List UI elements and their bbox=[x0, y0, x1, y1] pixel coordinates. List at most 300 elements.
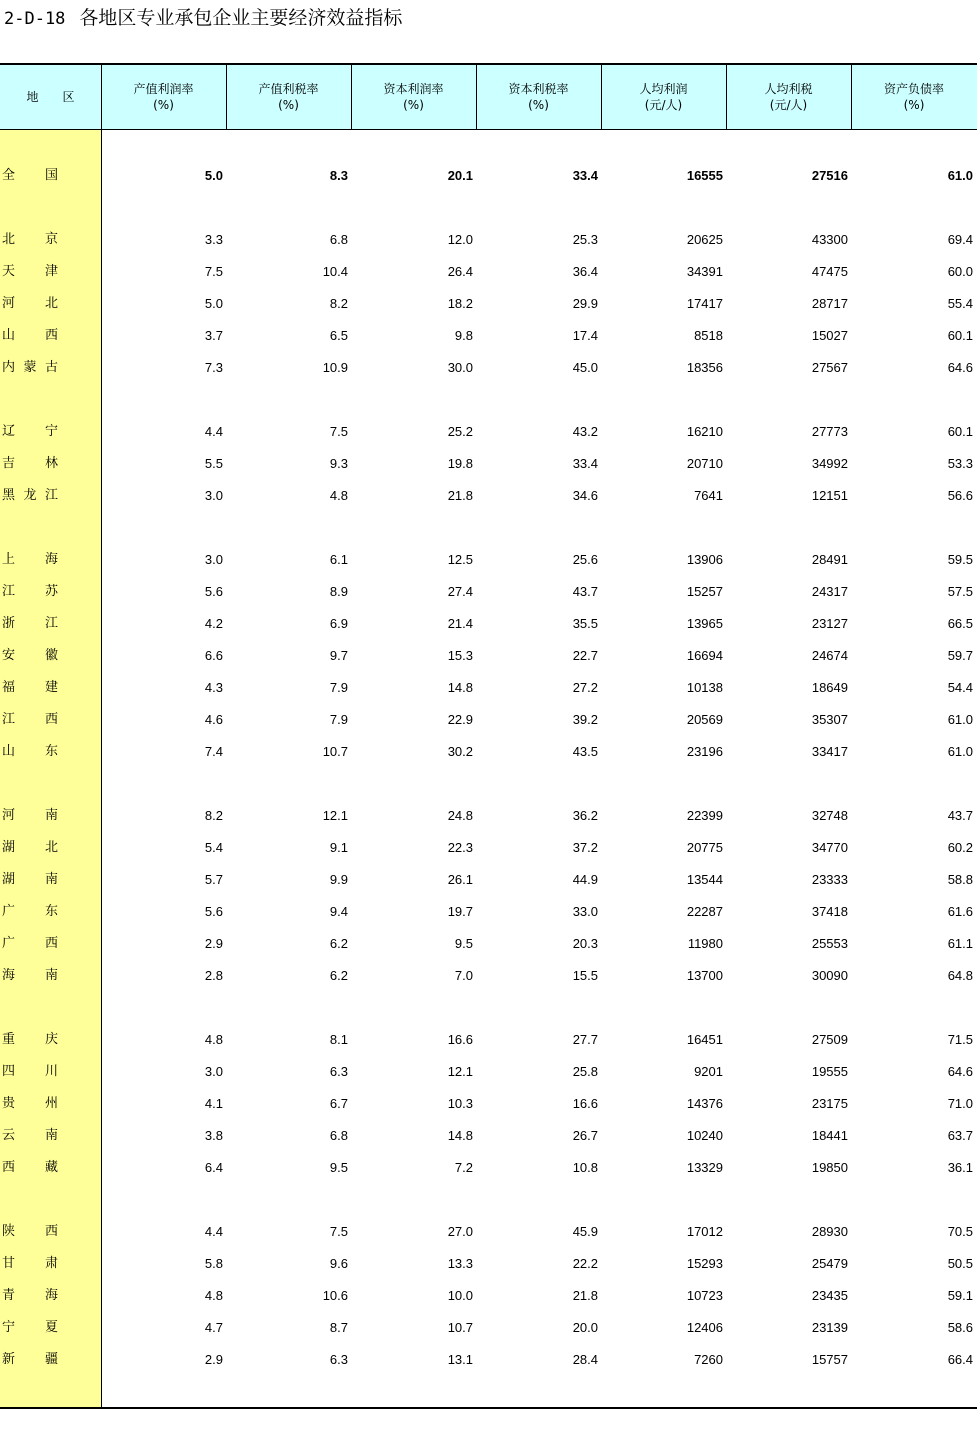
table-header bbox=[0, 65, 977, 130]
cell-tax-profit-per-capita: 33417 bbox=[811, 744, 848, 759]
cell-profit-rate-output: 5.0 bbox=[204, 168, 223, 183]
cell-debt-asset-ratio: 63.7 bbox=[947, 1128, 973, 1143]
header-profit-per-capita bbox=[601, 65, 726, 129]
cell-profit-rate-output: 5.6 bbox=[204, 584, 223, 599]
header-tax-profit-rate-capital bbox=[476, 65, 601, 129]
cell-profit-rate-output: 7.5 bbox=[204, 264, 223, 279]
cell-debt-asset-ratio: 50.5 bbox=[947, 1256, 973, 1271]
region-name bbox=[2, 230, 58, 250]
region-name bbox=[2, 1094, 58, 1114]
cell-tax-profit-per-capita: 28930 bbox=[811, 1224, 848, 1239]
region-name bbox=[2, 1126, 58, 1146]
region-char: 云 bbox=[2, 1128, 16, 1143]
region-name bbox=[2, 358, 58, 378]
cell-profit-per-capita: 13700 bbox=[686, 968, 723, 983]
region-char: 陕 bbox=[2, 1224, 16, 1239]
region-name bbox=[2, 1286, 58, 1306]
cell-tax-profit-rate-output: 10.7 bbox=[322, 744, 348, 759]
header-label: 资本利润率 bbox=[383, 82, 444, 96]
region-name bbox=[2, 262, 58, 282]
region-char: 新 bbox=[2, 1352, 16, 1367]
region-char: 南 bbox=[44, 872, 58, 887]
cell-tax-profit-rate-output: 7.9 bbox=[329, 712, 348, 727]
cell-profit-per-capita: 13965 bbox=[686, 616, 723, 631]
cell-tax-profit-per-capita: 27773 bbox=[811, 424, 848, 439]
table-row bbox=[0, 262, 977, 282]
cell-debt-asset-ratio: 64.6 bbox=[947, 1064, 973, 1079]
cell-tax-profit-rate-capital: 22.2 bbox=[572, 1256, 598, 1271]
cell-profit-rate-capital: 15.3 bbox=[447, 648, 473, 663]
cell-debt-asset-ratio: 60.1 bbox=[947, 328, 973, 343]
cell-profit-rate-capital: 25.2 bbox=[447, 424, 473, 439]
cell-tax-profit-per-capita: 47475 bbox=[811, 264, 848, 279]
cell-profit-rate-capital: 30.2 bbox=[447, 744, 473, 759]
cell-tax-profit-rate-capital: 15.5 bbox=[572, 968, 598, 983]
header-region bbox=[0, 65, 101, 129]
cell-profit-rate-capital: 18.2 bbox=[447, 296, 473, 311]
cell-tax-profit-rate-capital: 39.2 bbox=[572, 712, 598, 727]
cell-debt-asset-ratio: 64.8 bbox=[947, 968, 973, 983]
cell-debt-asset-ratio: 58.8 bbox=[947, 872, 973, 887]
cell-debt-asset-ratio: 61.1 bbox=[947, 936, 973, 951]
cell-tax-profit-rate-output: 4.8 bbox=[329, 488, 348, 503]
cell-profit-rate-capital: 9.5 bbox=[454, 936, 473, 951]
cell-debt-asset-ratio: 59.7 bbox=[947, 648, 973, 663]
cell-tax-profit-rate-output: 6.1 bbox=[329, 552, 348, 567]
cell-profit-per-capita: 22287 bbox=[686, 904, 723, 919]
cell-profit-rate-capital: 7.2 bbox=[454, 1160, 473, 1175]
cell-profit-rate-capital: 22.3 bbox=[447, 840, 473, 855]
cell-profit-per-capita: 20569 bbox=[686, 712, 723, 727]
cell-tax-profit-rate-capital: 35.5 bbox=[572, 616, 598, 631]
cell-tax-profit-rate-capital: 27.2 bbox=[572, 680, 598, 695]
table-row bbox=[0, 166, 977, 186]
cell-tax-profit-per-capita: 15757 bbox=[811, 1352, 848, 1367]
table-row bbox=[0, 742, 977, 762]
table-row bbox=[0, 1286, 977, 1306]
cell-profit-per-capita: 20625 bbox=[686, 232, 723, 247]
region-char: 州 bbox=[44, 1096, 58, 1111]
cell-tax-profit-rate-capital: 34.6 bbox=[572, 488, 598, 503]
cell-profit-rate-output: 5.0 bbox=[204, 296, 223, 311]
cell-tax-profit-rate-output: 8.3 bbox=[329, 168, 348, 183]
table-row bbox=[0, 294, 977, 314]
cell-tax-profit-rate-capital: 20.0 bbox=[572, 1320, 598, 1335]
cell-tax-profit-rate-capital: 25.8 bbox=[572, 1064, 598, 1079]
table-title-text: 各地区专业承包企业主要经济效益指标 bbox=[79, 7, 403, 29]
region-char: 江 bbox=[44, 488, 58, 503]
cell-profit-rate-output: 4.6 bbox=[204, 712, 223, 727]
region-char: 吉 bbox=[2, 456, 16, 471]
cell-profit-per-capita: 13544 bbox=[686, 872, 723, 887]
cell-profit-per-capita: 8518 bbox=[694, 328, 723, 343]
cell-profit-rate-capital: 22.9 bbox=[447, 712, 473, 727]
region-char: 西 bbox=[44, 712, 58, 727]
region-name bbox=[2, 1158, 58, 1178]
cell-tax-profit-rate-capital: 25.6 bbox=[572, 552, 598, 567]
region-char: 肃 bbox=[44, 1256, 58, 1271]
header-unit: (%) bbox=[903, 98, 925, 112]
region-name bbox=[2, 486, 58, 506]
cell-profit-per-capita: 23196 bbox=[686, 744, 723, 759]
cell-tax-profit-rate-output: 9.7 bbox=[329, 648, 348, 663]
cell-tax-profit-per-capita: 43300 bbox=[811, 232, 848, 247]
region-char: 安 bbox=[2, 648, 16, 663]
header-label: 人均利税 bbox=[764, 82, 813, 96]
table-row bbox=[0, 1030, 977, 1050]
cell-tax-profit-per-capita: 18441 bbox=[811, 1128, 848, 1143]
cell-tax-profit-rate-capital: 44.9 bbox=[572, 872, 598, 887]
cell-profit-per-capita: 15293 bbox=[686, 1256, 723, 1271]
cell-profit-rate-capital: 19.7 bbox=[447, 904, 473, 919]
table-row bbox=[0, 806, 977, 826]
data-table bbox=[0, 63, 977, 1408]
region-name bbox=[2, 678, 58, 698]
table-row bbox=[0, 582, 977, 602]
cell-profit-rate-output: 5.5 bbox=[204, 456, 223, 471]
region-name bbox=[2, 742, 58, 762]
region-name bbox=[2, 166, 58, 186]
cell-tax-profit-rate-capital: 43.5 bbox=[572, 744, 598, 759]
cell-profit-rate-output: 4.8 bbox=[204, 1288, 223, 1303]
table-row bbox=[0, 1350, 977, 1370]
region-char: 国 bbox=[44, 168, 58, 183]
region-name bbox=[2, 454, 58, 474]
cell-profit-rate-output: 3.0 bbox=[204, 552, 223, 567]
region-char: 北 bbox=[44, 840, 58, 855]
cell-profit-rate-output: 7.3 bbox=[204, 360, 223, 375]
region-name bbox=[2, 326, 58, 346]
region-char: 西 bbox=[44, 328, 58, 343]
cell-profit-rate-output: 4.7 bbox=[204, 1320, 223, 1335]
cell-tax-profit-rate-output: 6.3 bbox=[329, 1352, 348, 1367]
region-char: 西 bbox=[44, 936, 58, 951]
table-row bbox=[0, 646, 977, 666]
cell-profit-per-capita: 16451 bbox=[686, 1032, 723, 1047]
region-char: 徽 bbox=[44, 648, 58, 663]
cell-debt-asset-ratio: 61.0 bbox=[947, 744, 973, 759]
cell-tax-profit-rate-capital: 43.7 bbox=[572, 584, 598, 599]
region-column-band bbox=[0, 130, 102, 1408]
cell-profit-per-capita: 12406 bbox=[686, 1320, 723, 1335]
header-region-label: 地 区 bbox=[26, 90, 75, 104]
cell-tax-profit-per-capita: 24317 bbox=[811, 584, 848, 599]
cell-tax-profit-rate-output: 9.6 bbox=[329, 1256, 348, 1271]
cell-tax-profit-rate-output: 6.9 bbox=[329, 616, 348, 631]
cell-profit-rate-output: 3.8 bbox=[204, 1128, 223, 1143]
region-char: 四 bbox=[2, 1064, 16, 1079]
region-char: 辽 bbox=[2, 424, 16, 439]
cell-tax-profit-rate-output: 7.9 bbox=[329, 680, 348, 695]
cell-profit-rate-capital: 24.8 bbox=[447, 808, 473, 823]
region-char: 北 bbox=[2, 232, 16, 247]
region-char: 湖 bbox=[2, 872, 16, 887]
cell-profit-per-capita: 17012 bbox=[686, 1224, 723, 1239]
region-char: 川 bbox=[44, 1064, 58, 1079]
table-row bbox=[0, 1254, 977, 1274]
table-row bbox=[0, 678, 977, 698]
cell-tax-profit-per-capita: 12151 bbox=[811, 488, 848, 503]
table-code: 2-D-18 bbox=[4, 9, 66, 29]
table-row bbox=[0, 358, 977, 378]
cell-profit-rate-output: 8.2 bbox=[204, 808, 223, 823]
region-name bbox=[2, 1062, 58, 1082]
region-char: 内 bbox=[2, 360, 16, 375]
table-row bbox=[0, 934, 977, 954]
cell-tax-profit-rate-output: 9.9 bbox=[329, 872, 348, 887]
cell-profit-rate-output: 3.3 bbox=[204, 232, 223, 247]
cell-debt-asset-ratio: 61.6 bbox=[947, 904, 973, 919]
cell-profit-rate-capital: 13.1 bbox=[447, 1352, 473, 1367]
region-char: 江 bbox=[2, 712, 16, 727]
cell-tax-profit-rate-capital: 33.0 bbox=[572, 904, 598, 919]
table-row bbox=[0, 486, 977, 506]
region-name bbox=[2, 902, 58, 922]
cell-profit-per-capita: 20775 bbox=[686, 840, 723, 855]
region-name bbox=[2, 1222, 58, 1242]
cell-profit-per-capita: 16694 bbox=[686, 648, 723, 663]
cell-tax-profit-rate-output: 8.7 bbox=[329, 1320, 348, 1335]
region-char: 江 bbox=[44, 616, 58, 631]
cell-profit-rate-output: 4.2 bbox=[204, 616, 223, 631]
cell-tax-profit-per-capita: 35307 bbox=[811, 712, 848, 727]
cell-tax-profit-rate-output: 6.2 bbox=[329, 936, 348, 951]
cell-debt-asset-ratio: 58.6 bbox=[947, 1320, 973, 1335]
cell-tax-profit-rate-capital: 45.9 bbox=[572, 1224, 598, 1239]
cell-profit-rate-capital: 21.8 bbox=[447, 488, 473, 503]
region-name bbox=[2, 870, 58, 890]
header-label: 人均利润 bbox=[639, 82, 688, 96]
cell-tax-profit-rate-output: 6.3 bbox=[329, 1064, 348, 1079]
cell-tax-profit-per-capita: 19850 bbox=[811, 1160, 848, 1175]
region-char: 黑 bbox=[2, 488, 16, 503]
region-char: 西 bbox=[44, 1224, 58, 1239]
cell-profit-rate-capital: 14.8 bbox=[447, 680, 473, 695]
region-name bbox=[2, 1254, 58, 1274]
cell-profit-rate-output: 5.6 bbox=[204, 904, 223, 919]
cell-tax-profit-per-capita: 27516 bbox=[811, 168, 848, 183]
cell-profit-per-capita: 10723 bbox=[686, 1288, 723, 1303]
cell-debt-asset-ratio: 59.5 bbox=[947, 552, 973, 567]
table-row bbox=[0, 230, 977, 250]
cell-profit-rate-capital: 12.0 bbox=[447, 232, 473, 247]
table-row bbox=[0, 550, 977, 570]
cell-tax-profit-per-capita: 25553 bbox=[811, 936, 848, 951]
cell-profit-per-capita: 16210 bbox=[686, 424, 723, 439]
region-name bbox=[2, 646, 58, 666]
cell-profit-rate-capital: 16.6 bbox=[447, 1032, 473, 1047]
region-name bbox=[2, 582, 58, 602]
header-unit: (元/人) bbox=[769, 98, 808, 112]
cell-tax-profit-per-capita: 23435 bbox=[811, 1288, 848, 1303]
cell-profit-rate-output: 3.0 bbox=[204, 488, 223, 503]
cell-debt-asset-ratio: 64.6 bbox=[947, 360, 973, 375]
region-char: 疆 bbox=[44, 1352, 58, 1367]
cell-profit-rate-capital: 13.3 bbox=[447, 1256, 473, 1271]
cell-tax-profit-rate-output: 9.4 bbox=[329, 904, 348, 919]
table-row bbox=[0, 1318, 977, 1338]
cell-debt-asset-ratio: 57.5 bbox=[947, 584, 973, 599]
cell-tax-profit-rate-output: 6.5 bbox=[329, 328, 348, 343]
cell-profit-rate-output: 2.9 bbox=[204, 936, 223, 951]
cell-profit-per-capita: 14376 bbox=[686, 1096, 723, 1111]
region-char: 东 bbox=[44, 744, 58, 759]
cell-profit-rate-capital: 10.3 bbox=[447, 1096, 473, 1111]
cell-tax-profit-rate-output: 8.2 bbox=[329, 296, 348, 311]
region-name bbox=[2, 1318, 58, 1338]
header-unit: (%) bbox=[153, 98, 174, 112]
cell-debt-asset-ratio: 43.7 bbox=[947, 808, 973, 823]
cell-tax-profit-per-capita: 27509 bbox=[811, 1032, 848, 1047]
header-unit: (%) bbox=[528, 98, 549, 112]
cell-profit-rate-output: 6.4 bbox=[204, 1160, 223, 1175]
region-char: 福 bbox=[2, 680, 16, 695]
region-char: 山 bbox=[2, 744, 16, 759]
cell-tax-profit-rate-capital: 27.7 bbox=[572, 1032, 598, 1047]
cell-tax-profit-per-capita: 15027 bbox=[811, 328, 848, 343]
cell-debt-asset-ratio: 66.4 bbox=[947, 1352, 973, 1367]
cell-profit-rate-capital: 10.0 bbox=[447, 1288, 473, 1303]
region-char: 建 bbox=[44, 680, 58, 695]
cell-profit-rate-output: 5.4 bbox=[204, 840, 223, 855]
cell-profit-per-capita: 34391 bbox=[686, 264, 723, 279]
header-unit: (%) bbox=[403, 98, 424, 112]
cell-profit-rate-capital: 12.5 bbox=[447, 552, 473, 567]
cell-tax-profit-rate-output: 6.2 bbox=[329, 968, 348, 983]
cell-profit-rate-capital: 21.4 bbox=[447, 616, 473, 631]
header-profit-rate-output bbox=[101, 65, 226, 129]
region-char: 北 bbox=[44, 296, 58, 311]
table-row bbox=[0, 870, 977, 890]
cell-tax-profit-per-capita: 27567 bbox=[811, 360, 848, 375]
table-row bbox=[0, 1062, 977, 1082]
cell-tax-profit-per-capita: 19555 bbox=[811, 1064, 848, 1079]
region-char: 青 bbox=[2, 1288, 16, 1303]
region-name bbox=[2, 294, 58, 314]
header-label: 资本利税率 bbox=[508, 82, 569, 96]
cell-profit-per-capita: 20710 bbox=[686, 456, 723, 471]
region-char: 南 bbox=[44, 968, 58, 983]
cell-tax-profit-rate-capital: 45.0 bbox=[572, 360, 598, 375]
cell-tax-profit-per-capita: 28491 bbox=[811, 552, 848, 567]
cell-tax-profit-per-capita: 18649 bbox=[811, 680, 848, 695]
cell-tax-profit-rate-capital: 33.4 bbox=[572, 456, 598, 471]
table-title bbox=[4, 6, 402, 31]
cell-profit-rate-capital: 26.4 bbox=[447, 264, 473, 279]
region-name bbox=[2, 1350, 58, 1370]
table-row bbox=[0, 614, 977, 634]
cell-tax-profit-rate-capital: 22.7 bbox=[572, 648, 598, 663]
region-char: 龙 bbox=[23, 488, 37, 503]
cell-profit-per-capita: 7260 bbox=[694, 1352, 723, 1367]
cell-tax-profit-per-capita: 23175 bbox=[811, 1096, 848, 1111]
bottom-rule bbox=[0, 1407, 977, 1409]
cell-profit-per-capita: 10240 bbox=[686, 1128, 723, 1143]
cell-profit-rate-output: 4.4 bbox=[204, 1224, 223, 1239]
header-label: 产值利税率 bbox=[258, 82, 319, 96]
table-row bbox=[0, 902, 977, 922]
cell-tax-profit-rate-capital: 10.8 bbox=[572, 1160, 598, 1175]
cell-profit-rate-output: 7.4 bbox=[204, 744, 223, 759]
cell-profit-rate-output: 6.6 bbox=[204, 648, 223, 663]
cell-debt-asset-ratio: 53.3 bbox=[947, 456, 973, 471]
cell-tax-profit-rate-capital: 21.8 bbox=[572, 1288, 598, 1303]
cell-profit-rate-capital: 12.1 bbox=[447, 1064, 473, 1079]
cell-tax-profit-per-capita: 23127 bbox=[811, 616, 848, 631]
cell-debt-asset-ratio: 69.4 bbox=[947, 232, 973, 247]
region-name bbox=[2, 806, 58, 826]
region-char: 广 bbox=[2, 936, 16, 951]
cell-tax-profit-rate-output: 6.7 bbox=[329, 1096, 348, 1111]
region-char: 重 bbox=[2, 1032, 16, 1047]
region-name bbox=[2, 966, 58, 986]
cell-tax-profit-rate-output: 6.8 bbox=[329, 232, 348, 247]
region-char: 西 bbox=[2, 1160, 16, 1175]
header-tax-profit-rate-output bbox=[226, 65, 351, 129]
region-char: 上 bbox=[2, 552, 16, 567]
table-row bbox=[0, 1222, 977, 1242]
cell-tax-profit-rate-output: 9.1 bbox=[329, 840, 348, 855]
cell-tax-profit-rate-capital: 25.3 bbox=[572, 232, 598, 247]
cell-debt-asset-ratio: 61.0 bbox=[947, 168, 973, 183]
region-char: 天 bbox=[2, 264, 16, 279]
cell-tax-profit-rate-capital: 20.3 bbox=[572, 936, 598, 951]
cell-profit-rate-output: 2.9 bbox=[204, 1352, 223, 1367]
region-char: 庆 bbox=[44, 1032, 58, 1047]
table-row bbox=[0, 710, 977, 730]
region-char: 南 bbox=[44, 808, 58, 823]
cell-profit-per-capita: 16555 bbox=[686, 168, 723, 183]
cell-debt-asset-ratio: 71.5 bbox=[947, 1032, 973, 1047]
cell-tax-profit-per-capita: 32748 bbox=[811, 808, 848, 823]
cell-debt-asset-ratio: 60.1 bbox=[947, 424, 973, 439]
cell-profit-rate-capital: 14.8 bbox=[447, 1128, 473, 1143]
table-row bbox=[0, 838, 977, 858]
cell-profit-per-capita: 11980 bbox=[687, 936, 723, 951]
cell-profit-rate-capital: 10.7 bbox=[447, 1320, 473, 1335]
cell-tax-profit-per-capita: 23139 bbox=[811, 1320, 848, 1335]
cell-tax-profit-rate-output: 8.1 bbox=[329, 1032, 348, 1047]
region-char: 古 bbox=[44, 360, 58, 375]
header-profit-rate-capital bbox=[351, 65, 476, 129]
cell-tax-profit-rate-output: 8.9 bbox=[329, 584, 348, 599]
cell-tax-profit-rate-output: 6.8 bbox=[329, 1128, 348, 1143]
cell-debt-asset-ratio: 54.4 bbox=[947, 680, 973, 695]
cell-profit-rate-capital: 30.0 bbox=[447, 360, 473, 375]
cell-profit-per-capita: 18356 bbox=[686, 360, 723, 375]
region-char: 浙 bbox=[2, 616, 16, 631]
region-char: 林 bbox=[44, 456, 58, 471]
cell-profit-per-capita: 13329 bbox=[686, 1160, 723, 1175]
cell-profit-per-capita: 22399 bbox=[686, 808, 723, 823]
region-name bbox=[2, 934, 58, 954]
cell-profit-rate-output: 4.4 bbox=[204, 424, 223, 439]
header-unit: (元/人) bbox=[644, 98, 683, 112]
cell-tax-profit-per-capita: 24674 bbox=[811, 648, 848, 663]
region-char: 苏 bbox=[44, 584, 58, 599]
cell-profit-rate-capital: 7.0 bbox=[454, 968, 473, 983]
table-row bbox=[0, 422, 977, 442]
region-name bbox=[2, 1030, 58, 1050]
cell-profit-rate-output: 5.8 bbox=[204, 1256, 223, 1271]
table-row bbox=[0, 1126, 977, 1146]
cell-debt-asset-ratio: 60.2 bbox=[947, 840, 973, 855]
table-row bbox=[0, 966, 977, 986]
cell-tax-profit-per-capita: 34770 bbox=[811, 840, 848, 855]
region-char: 江 bbox=[2, 584, 16, 599]
cell-tax-profit-rate-capital: 29.9 bbox=[572, 296, 598, 311]
cell-debt-asset-ratio: 71.0 bbox=[947, 1096, 973, 1111]
